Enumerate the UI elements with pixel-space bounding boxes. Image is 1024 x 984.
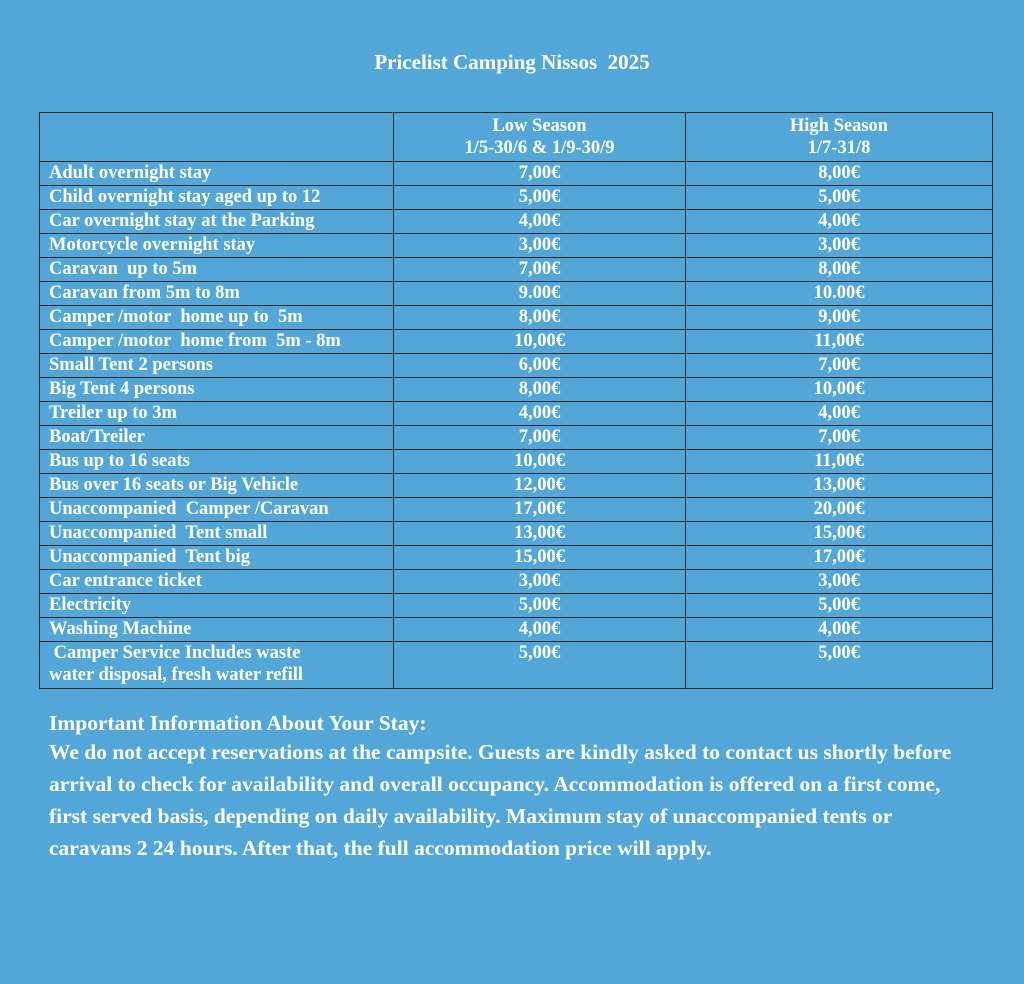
row-low-price: 5,00€: [394, 186, 686, 210]
row-item: Caravan from 5m to 8m: [40, 282, 394, 306]
row-high-price: 3,00€: [686, 570, 993, 594]
table-row: [40, 522, 993, 546]
row-item: Unaccompanied Tent big: [40, 546, 394, 570]
row-item: Bus over 16 seats or Big Vehicle: [40, 474, 394, 498]
table-row: [40, 498, 993, 522]
table-row: [40, 450, 993, 474]
row-low-price: 3,00€: [394, 234, 686, 258]
table-row: [40, 186, 993, 210]
header-low-season: [394, 113, 686, 162]
row-high-price: 10,00€: [686, 378, 993, 402]
info-heading: Important Information About Your Stay:: [49, 711, 427, 735]
row-item: Electricity: [40, 594, 394, 618]
row-high-price: 15,00€: [686, 522, 993, 546]
row-low-price: 7,00€: [394, 258, 686, 282]
row-low-price: 10,00€: [394, 330, 686, 354]
row-item: Camper /motor home up to 5m: [40, 306, 394, 330]
row-high-price: 3,00€: [686, 234, 993, 258]
high-season-label: High Season: [789, 116, 889, 136]
table-row: [40, 210, 993, 234]
table-row: [40, 426, 993, 450]
row-item: Unaccompanied Camper /Caravan: [40, 498, 394, 522]
row-high-price: 9,00€: [686, 306, 993, 330]
row-low-price: 9.00€: [394, 282, 686, 306]
row-high-price: 10.00€: [686, 282, 993, 306]
row-low-price: 10,00€: [394, 450, 686, 474]
row-high-price: 17,00€: [686, 546, 993, 570]
table-row: [40, 282, 993, 306]
table-row: [40, 378, 993, 402]
row-item: Washing Machine: [40, 618, 394, 642]
table-row: [40, 546, 993, 570]
row-low-price: 7,00€: [394, 426, 686, 450]
row-low-price: 5,00€: [394, 642, 686, 689]
header-high-season: [686, 113, 993, 162]
row-low-price: 6,00€: [394, 354, 686, 378]
row-item: Big Tent 4 persons: [40, 378, 394, 402]
row-low-price: 3,00€: [394, 570, 686, 594]
row-high-price: 5,00€: [686, 186, 993, 210]
row-high-price: 4,00€: [686, 402, 993, 426]
row-item: Caravan up to 5m: [40, 258, 394, 282]
row-item: Treiler up to 3m: [40, 402, 394, 426]
row-item: Child overnight stay aged up to 12: [40, 186, 394, 210]
table-row: [40, 258, 993, 282]
table-row: [40, 618, 993, 642]
table-header-row: [40, 113, 993, 162]
row-low-price: 4,00€: [394, 402, 686, 426]
row-item: Camper /motor home from 5m - 8m: [40, 330, 394, 354]
row-high-price: 8,00€: [686, 162, 993, 186]
row-high-price: 13,00€: [686, 474, 993, 498]
row-high-price: 4,00€: [686, 210, 993, 234]
row-high-price: 20,00€: [686, 498, 993, 522]
price-rows: [40, 162, 993, 689]
row-low-price: 13,00€: [394, 522, 686, 546]
table-row: [40, 474, 993, 498]
row-high-price: 11,00€: [686, 450, 993, 474]
row-item: Camper Service Includes waste water disposal, fresh water refill: [40, 642, 394, 689]
low-season-label: Low Season: [492, 116, 587, 136]
table-row: [40, 570, 993, 594]
row-high-price: 8,00€: [686, 258, 993, 282]
row-low-price: 5,00€: [394, 594, 686, 618]
table-row: [40, 354, 993, 378]
row-item: Motorcycle overnight stay: [40, 234, 394, 258]
row-item: Bus up to 16 seats: [40, 450, 394, 474]
header-item: [40, 113, 394, 162]
table-row: [40, 234, 993, 258]
info-body: We do not accept reservations at the campsite. Guests are kindly asked to contact us shortly before arrival to check for availability and overall occupancy. Accommodation is offered on a first come, first served basis, depending on daily availability. Maximum stay of unaccompanied tents or caravans 2 24 hours. After that, the full accommodation price will apply.: [49, 740, 952, 860]
row-item: Car overnight stay at the Parking: [40, 210, 394, 234]
table-row: [40, 306, 993, 330]
row-item: Adult overnight stay: [40, 162, 394, 186]
row-high-price: 5,00€: [686, 642, 993, 689]
row-low-price: 15,00€: [394, 546, 686, 570]
row-high-price: 11,00€: [686, 330, 993, 354]
row-low-price: 12,00€: [394, 474, 686, 498]
row-low-price: 7,00€: [394, 162, 686, 186]
table-row: [40, 642, 993, 689]
row-item: Car entrance ticket: [40, 570, 394, 594]
row-high-price: 7,00€: [686, 426, 993, 450]
row-low-price: 4,00€: [394, 618, 686, 642]
row-high-price: 7,00€: [686, 354, 993, 378]
table-row: [40, 162, 993, 186]
table-row: [40, 594, 993, 618]
row-low-price: 8,00€: [394, 378, 686, 402]
page-title: Pricelist Camping Nissos 2025: [374, 50, 650, 74]
low-season-dates: 1/5-30/6 & 1/9-30/9: [464, 138, 615, 158]
table-row: [40, 402, 993, 426]
row-low-price: 4,00€: [394, 210, 686, 234]
row-item: Unaccompanied Tent small: [40, 522, 394, 546]
row-high-price: 4,00€: [686, 618, 993, 642]
row-low-price: 8,00€: [394, 306, 686, 330]
row-low-price: 17,00€: [394, 498, 686, 522]
row-high-price: 5,00€: [686, 594, 993, 618]
row-item: Boat/Treiler: [40, 426, 394, 450]
table-row: [40, 330, 993, 354]
high-season-dates: 1/7-31/8: [807, 138, 871, 158]
price-table: [39, 112, 993, 689]
row-item: Small Tent 2 persons: [40, 354, 394, 378]
important-info: [49, 710, 979, 864]
